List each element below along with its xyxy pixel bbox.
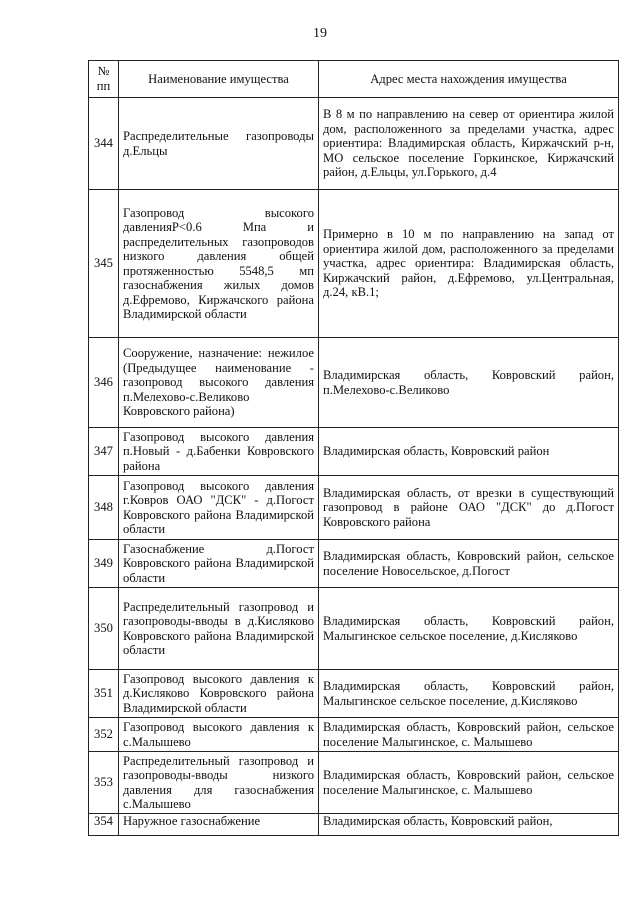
property-name: Газопровод высокого давления к с.Малышево [119,718,319,752]
property-address: Владимирская область, Ковровский район, п.Мелехово-с.Великово [319,338,619,428]
row-number: 350 [89,588,119,670]
property-address: Владимирская область, Ковровский район, сельское поселение Новосельское, д.Погост [319,540,619,588]
column-header-name: Наименование имущества [119,61,319,98]
table-row [89,476,619,540]
property-name: Газоснабжение д.Погост Ковровского района Владимирской области [119,540,319,588]
property-name: Сооружение, назначение: нежилое (Предыдущее наименование - газопровод высокого давления п.Мелехово-с.Великово Ковровского района) [119,338,319,428]
property-name: Газопровод высокого давления п.Новый - д.Бабенки Ковровского района [119,428,319,476]
property-address: Владимирская область, Ковровский район, сельское поселение Малыгинское, с. Малышево [319,718,619,752]
property-name: Наружное газоснабжение [119,814,319,836]
table-row [89,338,619,428]
table-row [89,718,619,752]
property-name: Газопровод высокого давленияР<0.6 Мпа и распределительных газопроводов низкого давления общей протяженностью 5548,5 мп газоснабжения жилых домов д.Ефремово, Киржачского района Владимирской области [119,190,319,338]
property-address: Примерно в 10 м по направлению на запад от ориентира жилой дом, расположенного за пределами участка, адрес ориентира: Владимирская область, Киржачский район, д.Ефремово, ул.Центральная, д.24, кВ.1; [319,190,619,338]
row-number: 349 [89,540,119,588]
property-name: Распределительные газопроводы д.Ельцы [119,98,319,190]
row-number: 353 [89,752,119,814]
row-number: 346 [89,338,119,428]
row-number: 352 [89,718,119,752]
row-number: 351 [89,670,119,718]
property-name: Газопровод высокого давления к д.Кисляково Ковровского района Владимирской области [119,670,319,718]
page-number: 19 [313,26,327,41]
property-address: Владимирская область, Ковровский район, сельское поселение Малыгинское, с. Малышево [319,752,619,814]
property-register-table [88,60,619,836]
property-address: Владимирская область, Ковровский район [319,428,619,476]
table-row [89,98,619,190]
row-number: 345 [89,190,119,338]
property-address: Владимирская область, Ковровский район, [319,814,619,836]
column-header-address: Адрес места нахождения имущества [319,61,619,98]
property-name: Газопровод высокого давления г.Ковров ОАО "ДСК" - д.Погост Ковровского района Владимирской области [119,476,319,540]
property-address: Владимирская область, от врезки в существующий газопровод в районе ОАО "ДСК" до д.Погост Ковровского района [319,476,619,540]
table-header-row [89,61,619,98]
column-header-number: № пп [89,61,119,98]
table-row [89,540,619,588]
row-number: 344 [89,98,119,190]
table-row [89,588,619,670]
row-number: 347 [89,428,119,476]
table-row [89,190,619,338]
property-address: Владимирская область, Ковровский район, Малыгинское сельское поселение, д.Кисляково [319,670,619,718]
table-row [89,752,619,814]
property-name: Распределительный газопровод и газопроводы-вводы низкого давления для газоснабжения с.Малышево [119,752,319,814]
table-row [89,670,619,718]
property-address: В 8 м по направлению на север от ориентира жилой дом, расположенного за пределами участка, адрес ориентира: Владимирская область, Киржачский р-н, МО сельское поселение Горкинское, Киржачский район, д.Ельцы, ул.Горького, д.4 [319,98,619,190]
property-name: Распределительный газопровод и газопроводы-вводы в д.Кисляково Ковровского района Владимирской области [119,588,319,670]
row-number: 348 [89,476,119,540]
table-row [89,428,619,476]
row-number: 354 [89,814,119,836]
table-row [89,814,619,836]
property-address: Владимирская область, Ковровский район, Малыгинское сельское поселение, д.Кисляково [319,588,619,670]
